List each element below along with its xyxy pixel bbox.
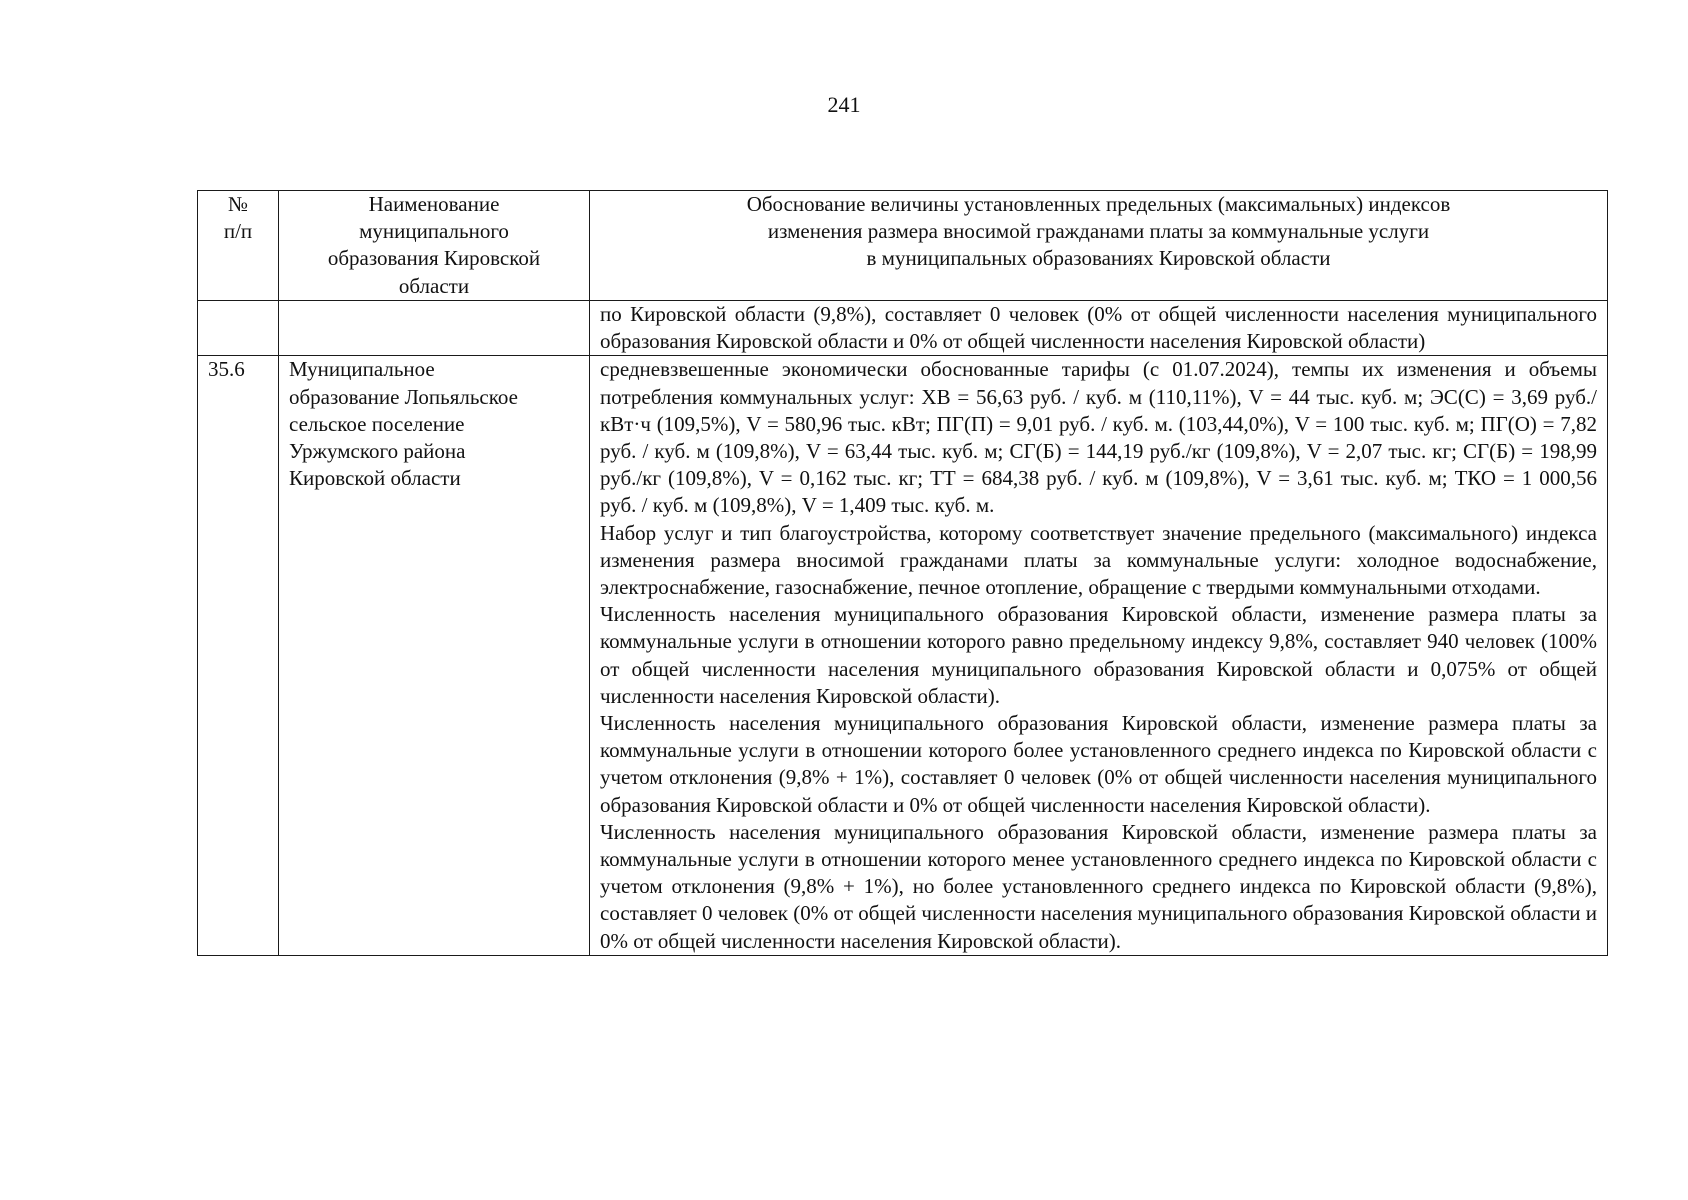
municipality-name-line: образование Лопьяльское <box>289 384 518 409</box>
header-justification-line: изменения размера вносимой гражданами платы за коммунальные услуги <box>767 219 1430 244</box>
header-name-line: области <box>398 273 470 298</box>
population-equal-index-paragraph: Численность населения муниципального образования Кировской области, изменение размера платы за коммунальные услуги в отношении которого равно предельному индексу 9,8%, составляет 940 человек (100% от общей численности населения муниципального образования Кировской области и 0,075% от общей численности населения Кировской области). <box>600 602 1597 708</box>
header-name-line: образования Кировской <box>327 246 541 271</box>
municipality-name-line: сельское поселение <box>289 411 465 436</box>
header-justification-line: Обоснование величины установленных предельных (максимальных) индексов <box>746 192 1451 216</box>
row-name-cell <box>279 301 590 356</box>
header-name-line: Наименование <box>368 192 500 216</box>
row-municipality-name-cell <box>279 356 590 955</box>
page-number: 241 <box>827 92 861 117</box>
municipality-name-line: Уржумского района <box>289 439 466 464</box>
services-paragraph: Набор услуг и тип благоустройства, которому соответствует значение предельного (максимального) индекса изменения размера вносимой гражданами платы за коммунальные услуги: холодное водоснабжение, электроснабжение, газоснабжение, печное отопление, обращение с твердыми коммунальными отходами. <box>600 520 1597 600</box>
header-justification-line: в муниципальных образованиях Кировской области <box>866 246 1331 271</box>
row-justification-cell <box>590 356 1608 955</box>
population-above-index-paragraph: Численность населения муниципального образования Кировской области, изменение размера платы за коммунальные услуги в отношении которого более установленного среднего индекса по Кировской области с учетом отклонения (9,8% + 1%), составляет 0 человек (0% от общей численности населения муниципального образования Кировской области и 0% от общей численности населения Кировской области). <box>600 711 1597 817</box>
table-row-continuation <box>198 301 1608 356</box>
header-number-sign: № <box>227 192 249 216</box>
header-justification-column <box>590 191 1608 301</box>
row-number-cell <box>198 301 279 356</box>
population-between-index-paragraph: Численность населения муниципального образования Кировской области, изменение размера платы за коммунальные услуги в отношении которого менее установленного среднего индекса по Кировской области с учетом отклонения (9,8% + 1%), но более установленного среднего индекса по Кировской области (9,8%), составляет 0 человек (0% от общей численности населения муниципального образования Кировской области и 0% от общей численности населения Кировской области). <box>600 819 1597 953</box>
header-number-column <box>198 191 279 301</box>
justification-paragraph: по Кировской области (9,8%), составляет 0 человек (0% от общей численности населения муниципального образования Кировской области и 0% от общей численности населения Кировской области) <box>600 302 1597 354</box>
header-municipality-name-column <box>279 191 590 301</box>
row-number-cell: 35.6 <box>198 356 279 955</box>
row-justification-cell <box>590 301 1608 356</box>
table-header-row <box>198 191 1608 301</box>
table-row-35-6 <box>198 356 1608 955</box>
tariff-index-table <box>197 190 1608 956</box>
header-number-abbrev: п/п <box>223 219 253 244</box>
municipality-name-line: Муниципальное <box>289 357 435 382</box>
tariffs-paragraph: средневзвешенные экономически обоснованные тарифы (с 01.07.2024), темпы их изменения и объемы потребления коммунальных услуг: ХВ = 56,63 руб. / куб. м (110,11%), V = 44 тыс. куб. м; ЭС(С) = 3,69 руб./кВт·ч (109,5%), V = 580,96 тыс. кВт; ПГ(П) = 9,01 руб. / куб. м. (103,44,0%), V = 100 тыс. куб. м; ПГ(О) = 7,82 руб. / куб. м (109,8%), V = 63,44 тыс. куб. м; СГ(Б) = 144,19 руб./кг (109,8%), V = 2,07 тыс. кг; СГ(Б) = 198,99 руб./кг (109,8%), V = 0,162 тыс. кг; ТТ = 684,38 руб. / куб. м (109,8%), V = 3,61 тыс. куб. м; ТКО = 1 000,56 руб. / куб. м (109,8%), V = 1,409 тыс. куб. м. <box>600 357 1597 518</box>
municipality-name-line: Кировской области <box>289 466 461 491</box>
header-name-line: муниципального <box>359 219 509 244</box>
